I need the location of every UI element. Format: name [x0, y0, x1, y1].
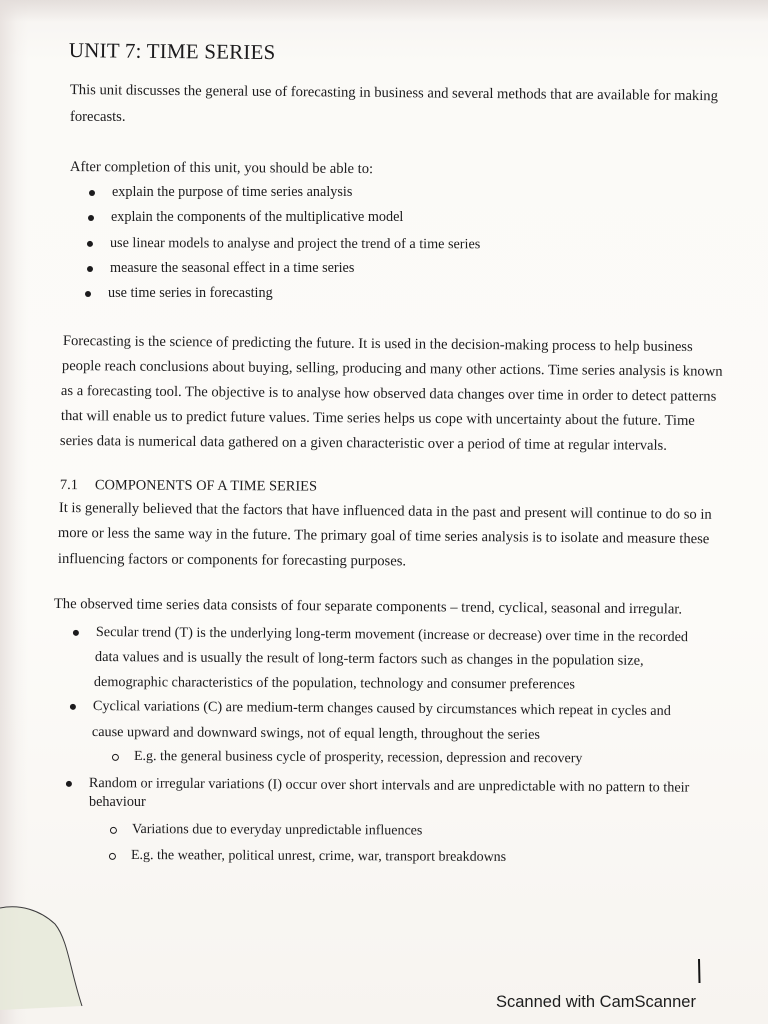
- bullet-dot: [87, 241, 93, 247]
- intro-line-2: forecasts.: [70, 109, 126, 125]
- bullet-dot: [89, 190, 95, 196]
- sub-bullet-circle: [109, 853, 116, 860]
- bullet-dot: [88, 215, 94, 221]
- bullet-dot: [85, 291, 91, 297]
- outcome-item: explain the purpose of time series analysis: [112, 184, 352, 201]
- cyclical-bullet: Cyclical variations (C) are medium-term changes caused by circumstances which repeat in cycles and: [93, 698, 671, 720]
- components-lead: The observed time series data consists of four separate components – trend, cyclical, seasonal and irregular.: [53, 596, 683, 618]
- outcome-item: measure the seasonal effect in a time series: [110, 260, 354, 277]
- cyclical-sub-bullet: E.g. the general business cycle of prosperity, recession, depression and recovery: [134, 749, 583, 767]
- section-para-line-3: influencing factors or components for forecasting purposes.: [57, 551, 407, 570]
- pen-mark: [697, 958, 701, 984]
- bullet-dot: [66, 781, 72, 787]
- section-para-line-1: It is generally believed that the factors that have influenced data in the past and present will continue to do so in: [58, 500, 712, 523]
- section-para-line-2: more or less the same way in the future. The primary goal of time series analysis is to isolate and measure these: [57, 525, 710, 548]
- bullet-dot: [73, 630, 79, 636]
- sub-bullet-circle: [110, 827, 117, 834]
- trend-line-2: data values and is usually the result of long-term factors such as changes in the population size,: [94, 649, 644, 669]
- forecasting-line-2: people reach conclusions about buying, selling, producing and many other actions. Time series analysis is known: [61, 358, 723, 380]
- forecasting-line-3: as a forecasting tool. The objective is to analyse how observed data changes over time in order to detect patterns: [60, 383, 717, 405]
- bullet-dot: [70, 704, 76, 710]
- section-heading: [60, 477, 317, 496]
- forecasting-line-1: Forecasting is the science of predicting the future. It is used in the decision-making process to help business: [62, 333, 693, 356]
- outcomes-lead: After completion of this unit, you should be able to:: [69, 159, 374, 178]
- section-number: 7.1: [59, 477, 78, 494]
- outcome-item: use linear models to analyse and project the trend of a time series: [110, 235, 480, 253]
- section-title: COMPONENTS OF A TIME SERIES: [94, 477, 318, 495]
- random-line-2: behaviour: [89, 794, 146, 810]
- bullet-dot: [87, 266, 93, 272]
- sub-bullet-circle: [112, 754, 119, 761]
- cyclical-line-2: cause upward and downward swings, not of equal length, throughout the series: [91, 724, 540, 743]
- random-sub-bullet: Variations due to everyday unpredictable influences: [132, 822, 422, 840]
- outcome-item: use time series in forecasting: [108, 285, 273, 302]
- trend-bullet: Secular trend (T) is the underlying long-term movement (increase or decrease) over time in the recorded: [96, 624, 688, 646]
- random-bullet: Random or irregular variations (I) occur over short intervals and are unpredictable with no pattern to their: [89, 775, 690, 797]
- intro-line-1: This unit discusses the general use of forecasting in business and several methods that are available for making: [69, 82, 719, 105]
- forecasting-line-4: that will enable us to predict future values. Time series helps us cope with uncertainty about the future. Time: [60, 408, 695, 429]
- unit-title: UNIT 7: TIME SERIES: [68, 38, 276, 65]
- camscanner-watermark: Scanned with CamScanner: [496, 993, 696, 1011]
- outcome-item: explain the components of the multiplicative model: [111, 209, 403, 226]
- forecasting-line-5: series data is numerical data gathered on a given characteristic over a period of time at regular intervals.: [59, 433, 667, 454]
- trend-line-3: demographic characteristics of the population, technology and consumer preferences: [93, 674, 576, 693]
- random-sub-bullet: E.g. the weather, political unrest, crime, war, transport breakdowns: [131, 848, 506, 866]
